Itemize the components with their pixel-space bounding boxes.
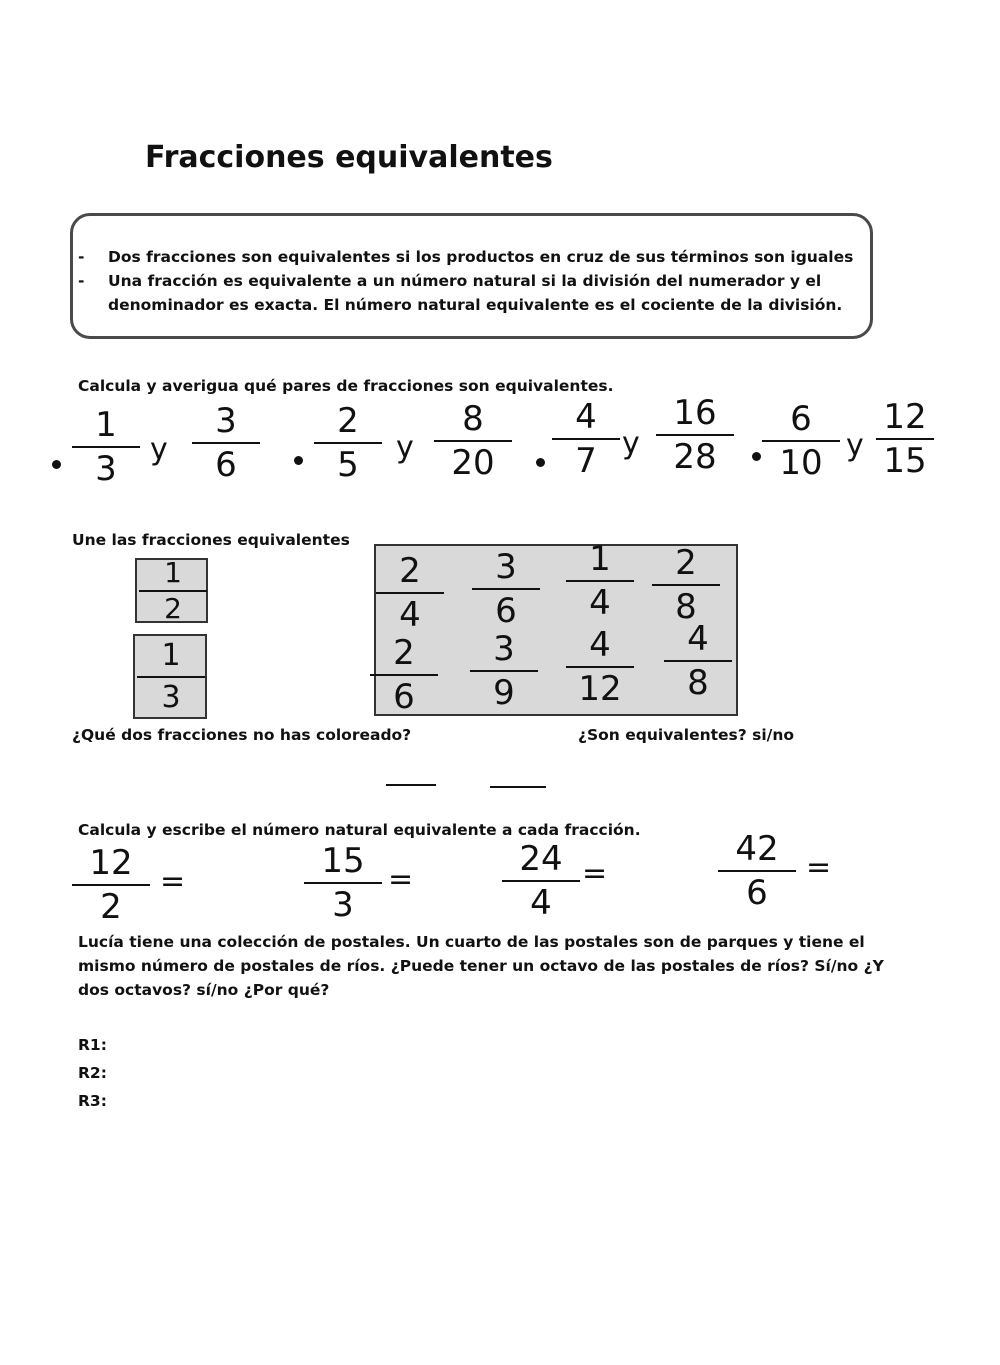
fraction-numerator: 2 (399, 551, 421, 591)
fraction[interactable] (66, 843, 156, 927)
fraction-numerator: 16 (673, 393, 717, 433)
fraction-numerator: 1 (164, 556, 182, 589)
fraction-numerator: 2 (393, 633, 415, 673)
fraction[interactable] (186, 401, 266, 485)
fraction-bar (72, 884, 150, 886)
fraction-denominator: 2 (164, 592, 182, 625)
fraction[interactable] (298, 841, 388, 925)
answer-label-r3: R3: (78, 1092, 107, 1110)
grid-fraction[interactable] (464, 629, 544, 713)
fraction-denominator: 28 (673, 437, 717, 477)
grid-fraction[interactable] (370, 551, 450, 635)
fraction-bar (314, 442, 382, 444)
fraction-bar (762, 440, 840, 442)
fraction[interactable] (870, 397, 940, 481)
equals-sign: = (160, 864, 186, 899)
fraction-numerator: 42 (735, 829, 779, 869)
grid-fraction[interactable] (364, 633, 444, 717)
fraction-denominator: 3 (161, 680, 181, 715)
fraction[interactable] (496, 839, 586, 923)
rule-dash: - (78, 272, 85, 290)
fraction-numerator: 12 (883, 397, 927, 437)
fraction-bar (566, 580, 634, 582)
grid-fraction[interactable] (658, 619, 738, 703)
fraction-numerator: 4 (687, 619, 709, 659)
grid-fraction[interactable] (466, 547, 546, 631)
fraction-bar (370, 674, 438, 676)
fraction-tile[interactable] (135, 558, 208, 623)
fraction[interactable] (428, 399, 518, 483)
fraction-denominator: 7 (575, 441, 597, 481)
fraction[interactable] (308, 401, 388, 485)
fraction-bar (664, 660, 732, 662)
fraction-numerator: 6 (790, 399, 812, 439)
grid-fraction[interactable] (646, 543, 726, 627)
answer-label-r1: R1: (78, 1036, 107, 1054)
rule-text: Dos fracciones son equivalentes si los productos en cruz de sus términos son iguales (108, 248, 854, 266)
fraction-numerator: 4 (575, 397, 597, 437)
page-title: Fracciones equivalentes (145, 140, 553, 175)
fraction-denominator: 20 (451, 443, 495, 483)
fraction-numerator: 1 (95, 405, 117, 445)
fraction[interactable] (650, 393, 740, 477)
grid-fraction[interactable] (560, 539, 640, 623)
fraction-denominator: 15 (883, 441, 927, 481)
fraction-numerator: 3 (495, 547, 517, 587)
fraction-denominator: 10 (779, 443, 823, 483)
fraction-bar (876, 438, 934, 440)
fraction-numerator: 1 (589, 539, 611, 579)
fraction-bar (137, 676, 205, 678)
exercise1-instruction: Calcula y averigua qué pares de fracciones son equivalentes. (78, 377, 614, 395)
bullet-icon (52, 460, 61, 469)
fraction-bar (472, 588, 540, 590)
fraction-denominator: 4 (530, 883, 552, 923)
word-problem: Lucía tiene una colección de postales. Un cuarto de las postales son de parques y tiene el mismo número de postales de ríos. ¿Puede tener un octavo de las postales de ríos? Sí/no ¿Y dos octavos? sí/no ¿Por qué? (78, 933, 884, 999)
fraction-bar (192, 442, 260, 444)
grid-fraction[interactable] (560, 625, 640, 709)
fraction (133, 556, 213, 625)
fraction-bar (502, 880, 580, 882)
fraction-numerator: 3 (493, 629, 515, 669)
fraction-denominator: 6 (495, 591, 517, 631)
fraction-numerator: 2 (675, 543, 697, 583)
fraction-bar (434, 440, 512, 442)
rule-dash: - (78, 248, 85, 266)
bullet-icon (294, 456, 303, 465)
connector-y: y (622, 426, 640, 461)
fraction-numerator: 8 (462, 399, 484, 439)
answer-blank[interactable] (386, 784, 436, 786)
fraction-numerator: 2 (337, 401, 359, 441)
connector-y: y (396, 430, 414, 465)
fraction-numerator: 4 (589, 625, 611, 665)
question-equivalent: ¿Son equivalentes? si/no (578, 726, 795, 744)
connector-y: y (846, 428, 864, 463)
fraction (131, 640, 211, 714)
fraction-bar (376, 592, 444, 594)
fraction[interactable] (546, 397, 626, 481)
fraction-bar (72, 446, 140, 448)
fraction-numerator: 24 (519, 839, 563, 879)
fraction-denominator: 9 (493, 673, 515, 713)
fraction-numerator: 15 (321, 841, 365, 881)
fraction-denominator: 12 (578, 669, 622, 709)
fraction-bar (470, 670, 538, 672)
fraction-denominator: 4 (589, 583, 611, 623)
fraction-denominator: 5 (337, 445, 359, 485)
fraction-denominator: 6 (215, 445, 237, 485)
fraction[interactable] (66, 405, 146, 489)
answer-blank[interactable] (490, 786, 546, 788)
connector-y: y (150, 432, 168, 467)
rule-text: Una fracción es equivalente a un número natural si la división del numerador y el denominador es exacta. El número natural equivalente es el cociente de la división. (108, 272, 843, 314)
fraction-denominator: 6 (746, 873, 768, 913)
fraction-denominator: 3 (332, 885, 354, 925)
exercise3-instruction: Calcula y escribe el número natural equivalente a cada fracción. (78, 821, 641, 839)
fraction-bar (652, 584, 720, 586)
fraction-denominator: 6 (393, 677, 415, 717)
question-uncolored: ¿Qué dos fracciones no has coloreado? (72, 726, 412, 744)
fraction-denominator: 3 (95, 449, 117, 489)
fraction[interactable] (712, 829, 802, 913)
fraction-numerator: 12 (89, 843, 133, 883)
fraction-denominator: 8 (687, 663, 709, 703)
fraction-numerator: 3 (215, 401, 237, 441)
equals-sign: = (582, 856, 608, 891)
fraction-denominator: 2 (100, 887, 122, 927)
rule-item (70, 269, 890, 317)
fraction-bar (656, 434, 734, 436)
rule-item (70, 245, 890, 269)
fraction-numerator: 1 (161, 638, 181, 673)
fraction-tile[interactable] (133, 634, 207, 719)
equals-sign: = (388, 862, 414, 897)
fraction-bar (566, 666, 634, 668)
exercise2-instruction: Une las fracciones equivalentes (72, 531, 350, 549)
answer-label-r2: R2: (78, 1064, 107, 1082)
equals-sign: = (806, 850, 832, 885)
fraction-denominator: 8 (675, 587, 697, 627)
fraction-denominator: 4 (399, 595, 421, 635)
fraction[interactable] (756, 399, 846, 483)
fraction-bar (304, 882, 382, 884)
fraction-bar (718, 870, 796, 872)
fraction-bar (552, 438, 620, 440)
bullet-icon (536, 458, 545, 467)
